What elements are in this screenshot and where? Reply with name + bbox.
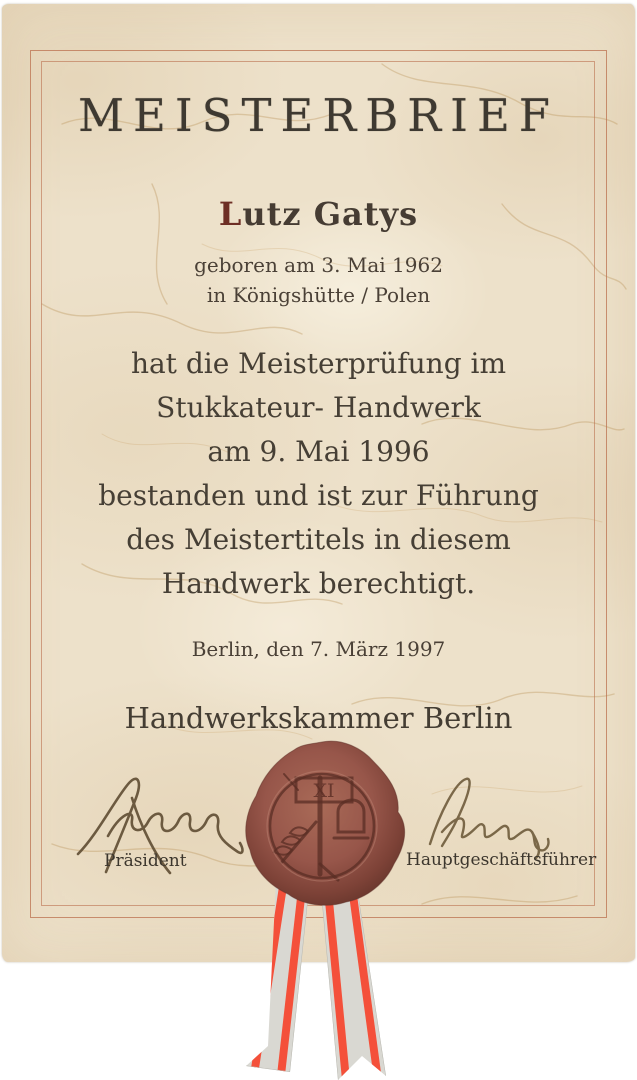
birth-date-line: geboren am 3. Mai 1962	[194, 253, 443, 277]
certificate-title: MEISTERBRIEF	[77, 89, 560, 142]
seal-emblem-text: XI	[313, 780, 335, 802]
body-line: Stukkateur- Handwerk	[156, 391, 481, 424]
ceo-signature	[414, 774, 564, 859]
body-line: am 9. Mai 1996	[207, 435, 430, 468]
issuing-chamber: Handwerkskammer Berlin	[124, 701, 513, 735]
recipient-initial: L	[218, 195, 243, 233]
body-line: Handwerk berechtigt.	[161, 567, 476, 600]
body-line: des Meistertitels in diesem	[126, 523, 511, 556]
recipient-name	[2, 195, 635, 233]
body-line: hat die Meisterprüfung im	[130, 347, 507, 380]
issue-date: Berlin, den 7. März 1997	[191, 637, 446, 661]
recipient-name-rest: utz Gatys	[242, 195, 419, 233]
certificate-body-text	[2, 342, 635, 606]
birth-place-line: in Königshütte / Polen	[206, 283, 431, 307]
wax-seal	[234, 736, 410, 912]
body-line: bestanden und ist zur Führung	[98, 479, 539, 512]
ceo-label: Hauptgeschäftsführer	[406, 850, 597, 870]
president-label: Präsident	[104, 851, 187, 871]
birth-details	[2, 250, 635, 310]
